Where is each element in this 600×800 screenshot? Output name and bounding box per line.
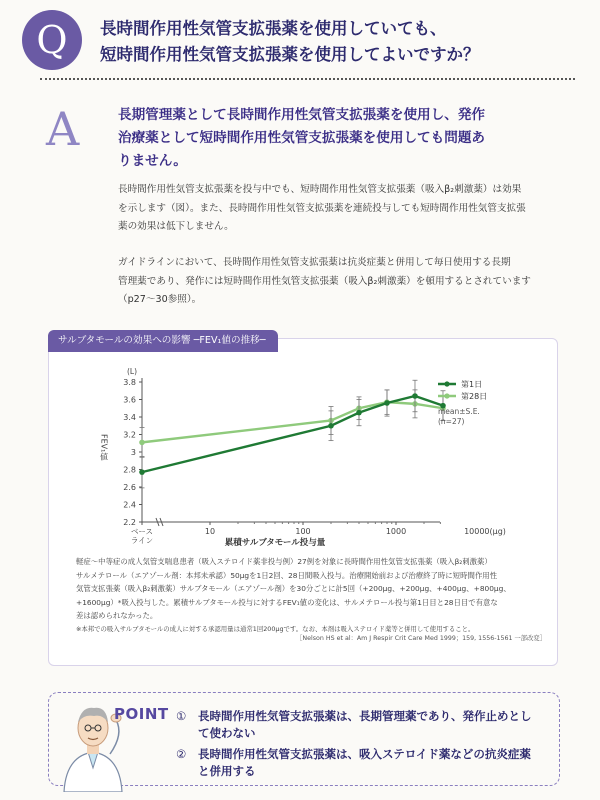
x-axis-label: 累積サルブタモール投与量 — [224, 538, 326, 548]
point-item-1 — [176, 708, 556, 742]
data-point — [328, 423, 334, 429]
fev1-chart — [60, 360, 550, 550]
legend-label: 第28日 — [461, 392, 488, 401]
x-tick-label: 10 — [204, 527, 216, 536]
legend-marker — [444, 381, 449, 386]
figure-reference: ［Nelson HS et al：Am J Respir Crit Care Med 1999；159, 1556-1561 一部改変］ — [296, 635, 546, 642]
x-axis-unit: 10000(μg) — [464, 527, 506, 536]
series-line — [142, 396, 443, 472]
answer-headline-line-2: 治療薬として短時間作用性気管支拡張薬を使用しても問題あ — [118, 130, 486, 146]
answer-headline-line-1: 長期管理薬として長時間作用性気管支拡張薬を使用し、発作 — [118, 107, 486, 123]
answer-paragraph-2 — [118, 254, 578, 310]
question-divider — [40, 78, 575, 80]
answer-paragraph-1 — [118, 181, 578, 237]
x-tick-label: 1000 — [385, 527, 407, 536]
legend-note: (n=27) — [438, 417, 465, 426]
data-point — [384, 400, 390, 406]
answer-badge: A — [46, 102, 80, 156]
y-tick-label: 2.2 — [123, 518, 136, 527]
y-tick-label: 3.2 — [123, 430, 136, 440]
figure-title: サルブタモールの効果への影響 ─FEV₁値の推移─ — [48, 330, 278, 352]
point-item-1-number: ① — [176, 709, 187, 723]
question-badge: Q — [22, 10, 82, 70]
point-item-1-line-1: 長時間作用性気管支拡張薬は、長期管理薬であり、発作止めとし — [198, 709, 532, 723]
point-item-2-line-1: 長時間作用性気管支拡張薬は、吸入ステロイド薬などの抗炎症薬 — [198, 747, 531, 761]
y-axis-label: FEV₁値 — [99, 434, 109, 461]
question-line-2: 短時間作用性気管支拡張薬を使用してよいですか？ — [100, 45, 480, 64]
answer-headline — [118, 104, 566, 173]
legend-marker — [444, 393, 449, 398]
answer-p1-line-2: を示します（図）。また、長時間作用性気管支拡張薬を連続投与しても短時間作用性気管支拡張 — [118, 202, 526, 214]
caption-line-2: サルメテロール（エアゾール剤：本邦未承認）50μgを1日2回、28日間吸入投与。治療開始前および治療終了時に短時間作用性 — [76, 570, 498, 580]
data-point — [412, 393, 418, 399]
question-line-1: 長時間作用性気管支拡張薬を使用していても、 — [100, 19, 447, 38]
caption-line-3: 気管支拡張薬（吸入β₂刺激薬）サルブタモール（エアゾール剤）を30分ごとに計5回（+200μg、+200μg、+400μg、+800μg、 — [76, 584, 511, 593]
point-label: POINT — [114, 705, 169, 723]
answer-p1-line-1: 長時間作用性気管支拡張薬を投与中でも、短時間作用性気管支拡張薬（吸入β₂刺激薬）は効果 — [118, 184, 522, 195]
y-axis-unit: (L) — [126, 367, 138, 376]
data-point — [139, 440, 145, 446]
point-item-1-line-2: て使わない — [198, 726, 256, 740]
caption-line-4: +1600μg）*吸入投与した。累積サルブタモール投与に対するFEV₁値の変化は、サルメテロール投与第1日目と28日目で有意な — [76, 597, 498, 607]
figure-caption — [76, 555, 546, 636]
answer-p2-line-2: 管理薬であり、発作には短時間作用性気管支拡張薬（吸入β₂刺激薬）を頓用するとされています — [118, 275, 531, 287]
x-tick-label: 100 — [295, 527, 311, 536]
answer-p2-line-3: （p27〜30参照）。 — [118, 294, 202, 305]
data-point — [139, 469, 145, 475]
answer-p2-line-1: ガイドラインにおいて、長時間作用性気管支拡張薬は抗炎症薬と併用して毎日使用する長期 — [118, 257, 511, 268]
question-text — [100, 16, 580, 68]
y-tick-label: 3.4 — [123, 413, 136, 422]
point-item-2 — [176, 746, 556, 780]
y-tick-label: 2.8 — [123, 465, 136, 475]
y-tick-label: 2.6 — [123, 483, 136, 492]
x-tick-label: ライン — [130, 536, 154, 545]
answer-headline-line-3: りません。 — [118, 153, 187, 169]
caption-line-5: 差は認められなかった。 — [76, 611, 158, 620]
y-tick-label: 2.4 — [123, 500, 136, 510]
x-tick-label: ベース — [130, 527, 154, 536]
point-item-2-number: ② — [176, 747, 187, 761]
legend-note: mean±S.E. — [438, 407, 480, 416]
legend-label: 第1日 — [461, 380, 483, 389]
y-tick-label: 3.8 — [123, 378, 136, 387]
caption-note: ※本邦での吸入サルブタモールの成人に対する承認用量は通常1回200μgです。なお、本剤は吸入ステロイド薬等と併用して使用すること。 — [76, 624, 475, 633]
y-tick-label: 3.6 — [123, 395, 136, 405]
caption-line-1: 軽症〜中等症の成人気管支喘息患者（吸入ステロイド薬非投与例）27例を対象に長時間作用性気管支拡張薬（吸入β₂刺激薬） — [76, 557, 492, 566]
data-point — [356, 410, 362, 416]
y-tick-label: 3 — [130, 448, 136, 457]
point-item-2-line-2: と併用する — [198, 764, 256, 778]
answer-p1-line-3: 薬の効果は低下しません。 — [118, 221, 234, 232]
